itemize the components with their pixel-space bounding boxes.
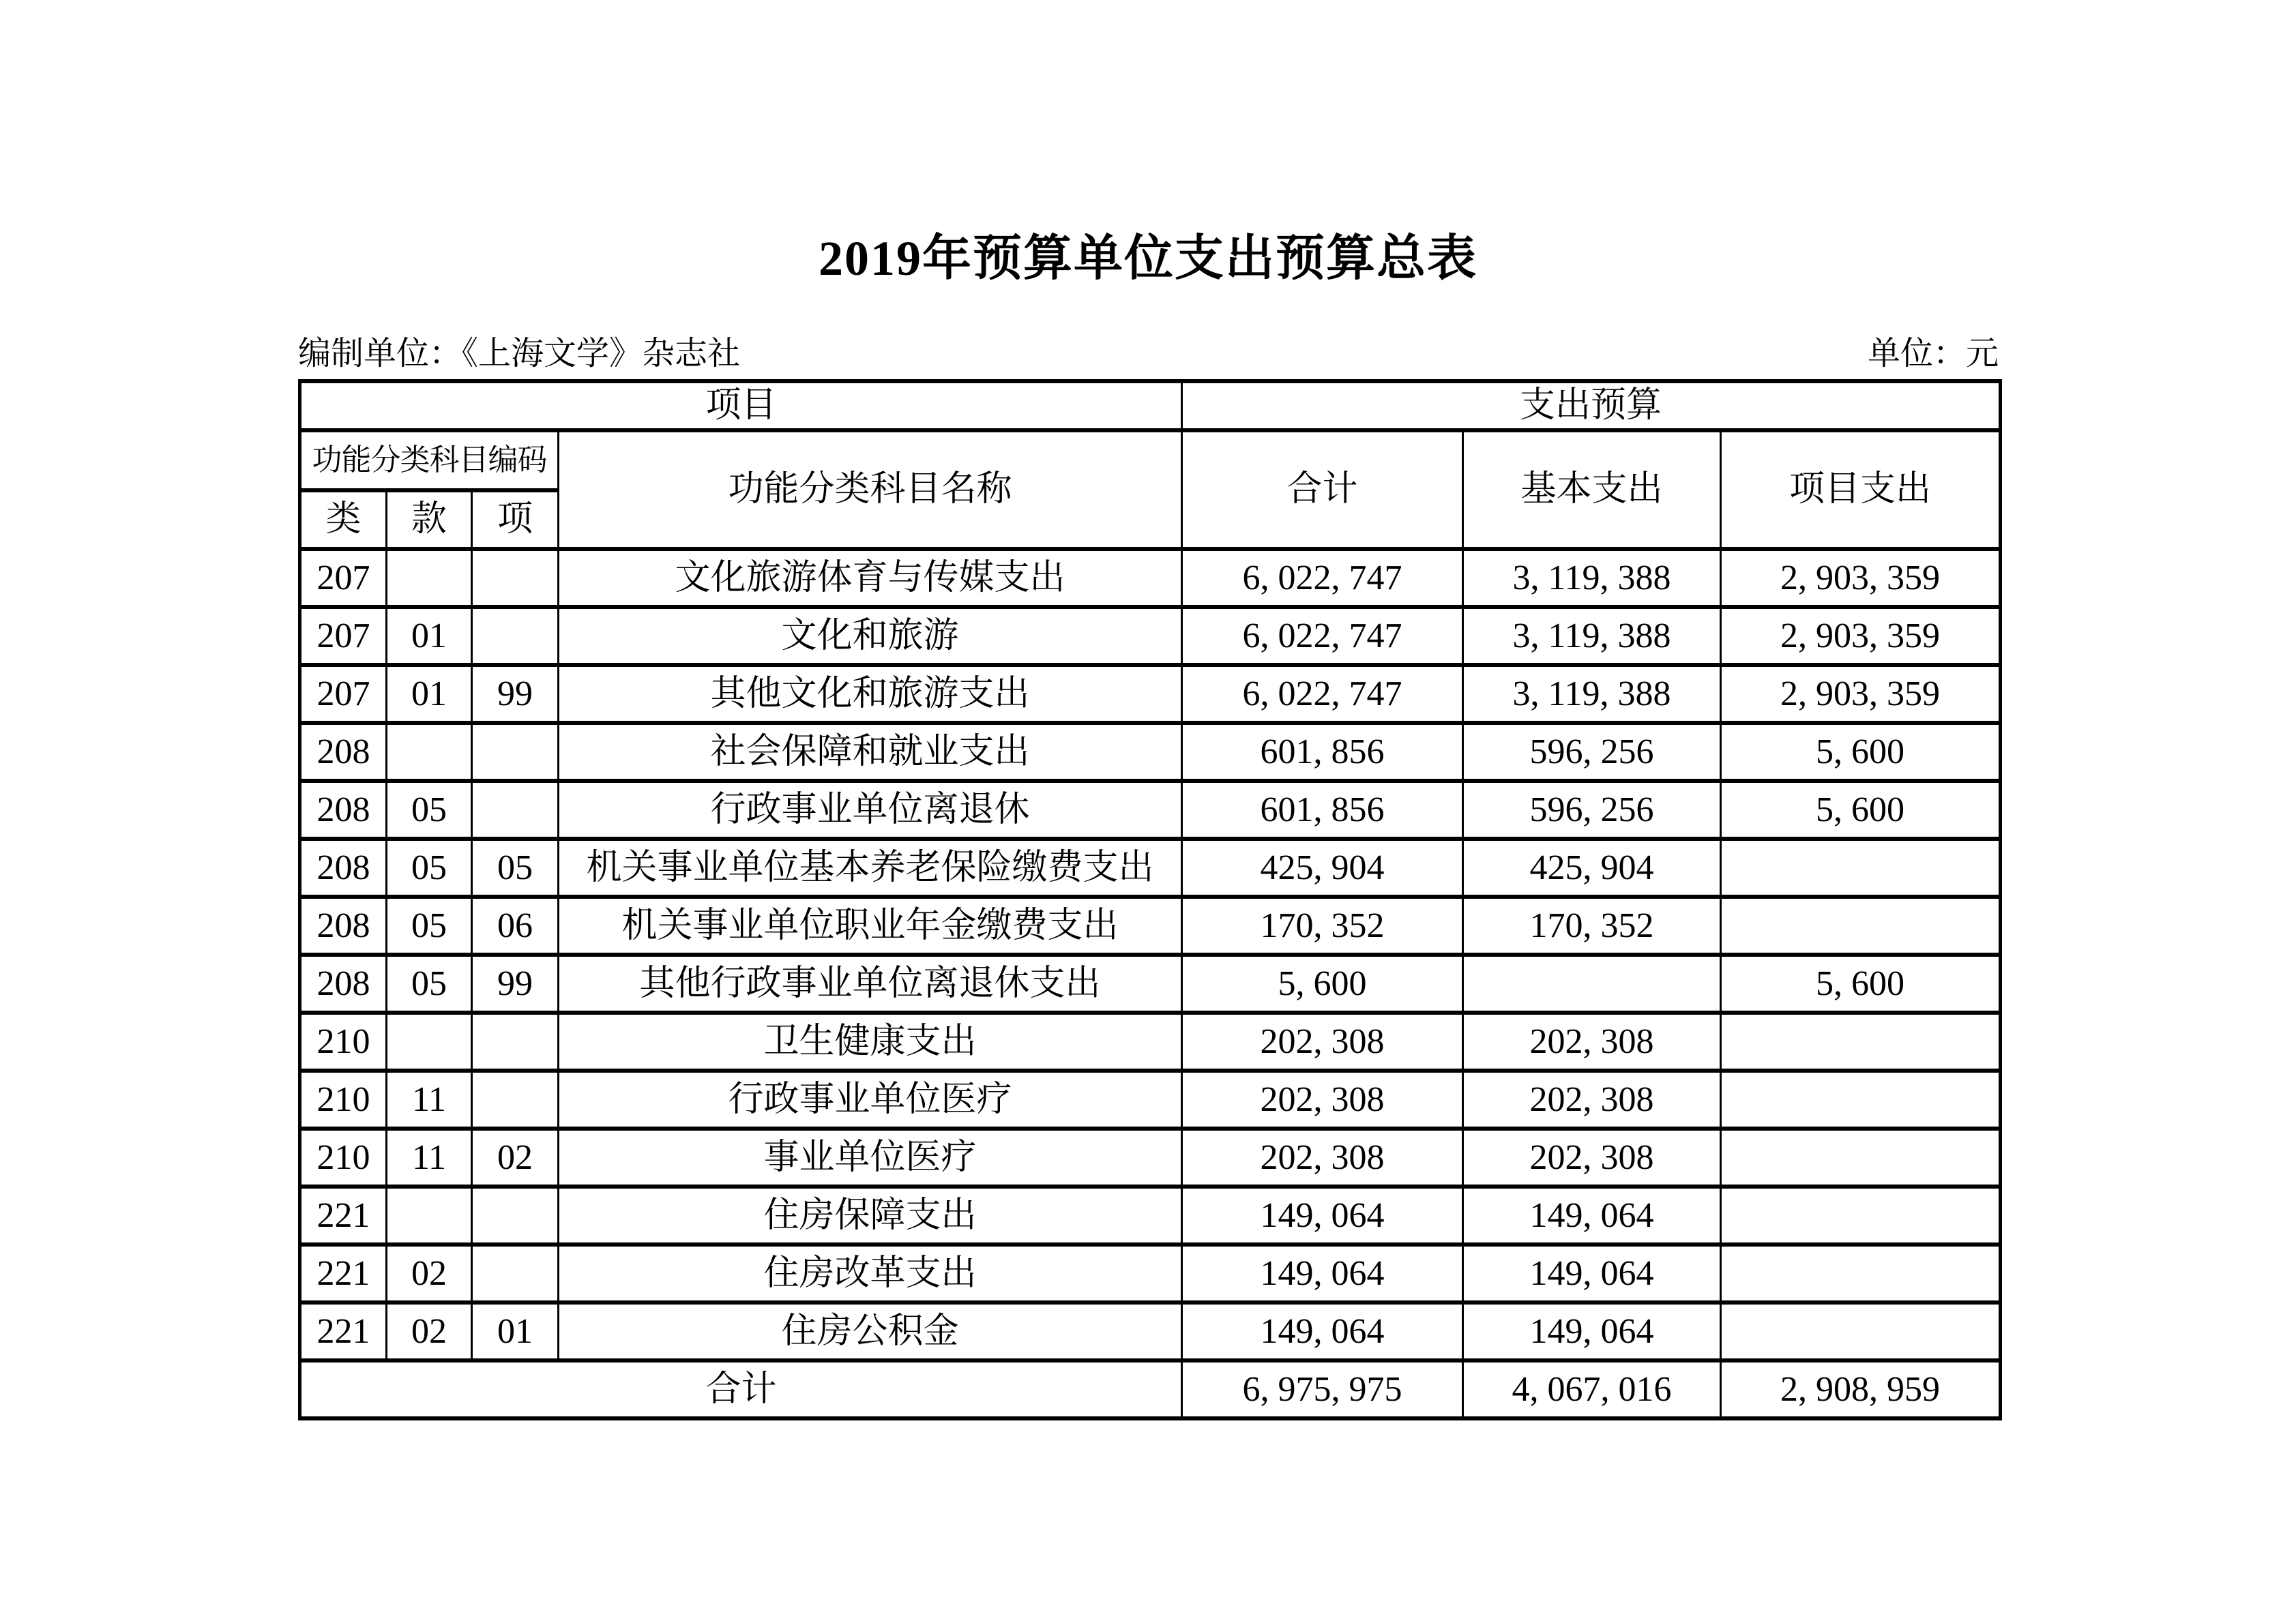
cell-basic: 202, 308: [1463, 1013, 1721, 1071]
cell-project: 5, 600: [1721, 955, 2001, 1013]
cell-basic: 3, 119, 388: [1463, 549, 1721, 607]
cell-basic: 3, 119, 388: [1463, 607, 1721, 665]
cell-code-class: 208: [300, 897, 387, 955]
cell-code-class: 208: [300, 781, 387, 839]
table-row: [300, 1071, 2001, 1129]
total-row-sum: 6, 975, 975: [1182, 1360, 1463, 1418]
cell-subject-name: 卫生健康支出: [559, 1013, 1182, 1071]
cell-subject-name: 行政事业单位医疗: [559, 1071, 1182, 1129]
cell-code-section: [387, 1013, 472, 1071]
cell-code-section: 11: [387, 1129, 472, 1187]
page-title: 2019年预算单位支出预算总表: [818, 231, 1477, 286]
cell-code-item: [472, 1071, 559, 1129]
cell-code-class: 210: [300, 1071, 387, 1129]
cell-code-section: 05: [387, 897, 472, 955]
header-project-expense: 项目支出: [1721, 430, 2001, 549]
cell-project: [1721, 1013, 2001, 1071]
cell-code-section: 05: [387, 955, 472, 1013]
cell-project: [1721, 1302, 2001, 1360]
cell-total: 149, 064: [1182, 1302, 1463, 1360]
cell-total: 202, 308: [1182, 1129, 1463, 1187]
cell-total: 601, 856: [1182, 723, 1463, 781]
cell-code-item: [472, 1245, 559, 1302]
cell-project: [1721, 1071, 2001, 1129]
cell-project: 2, 903, 359: [1721, 607, 2001, 665]
table-row: [300, 897, 2001, 955]
cell-basic: 170, 352: [1463, 897, 1721, 955]
cell-basic: 202, 308: [1463, 1129, 1721, 1187]
cell-project: 5, 600: [1721, 781, 2001, 839]
cell-subject-name: 文化和旅游: [559, 607, 1182, 665]
cell-code-item: 06: [472, 897, 559, 955]
cell-project: [1721, 1129, 2001, 1187]
cell-code-item: 02: [472, 1129, 559, 1187]
cell-code-section: [387, 723, 472, 781]
cell-total: 6, 022, 747: [1182, 665, 1463, 723]
cell-code-item: 01: [472, 1302, 559, 1360]
cell-code-item: [472, 549, 559, 607]
table-row: [300, 549, 2001, 607]
cell-code-class: 208: [300, 955, 387, 1013]
cell-project: [1721, 1187, 2001, 1245]
total-row: [300, 1360, 2001, 1418]
cell-project: [1721, 839, 2001, 897]
cell-basic: 149, 064: [1463, 1187, 1721, 1245]
cell-code-section: [387, 1187, 472, 1245]
cell-basic: 596, 256: [1463, 723, 1721, 781]
header-basic-expense: 基本支出: [1463, 430, 1721, 549]
cell-subject-name: 住房保障支出: [559, 1187, 1182, 1245]
header-row-main: [300, 430, 2001, 490]
table-row: [300, 665, 2001, 723]
table-row: [300, 607, 2001, 665]
cell-code-item: 05: [472, 839, 559, 897]
cell-total: 149, 064: [1182, 1245, 1463, 1302]
cell-project: [1721, 1245, 2001, 1302]
cell-code-item: [472, 723, 559, 781]
cell-code-class: 208: [300, 839, 387, 897]
cell-total: 149, 064: [1182, 1187, 1463, 1245]
header-row-groups: [300, 381, 2001, 430]
cell-code-item: [472, 1013, 559, 1071]
cell-project: 2, 903, 359: [1721, 549, 2001, 607]
cell-code-section: 01: [387, 665, 472, 723]
table-row: [300, 1302, 2001, 1360]
cell-code-class: 207: [300, 665, 387, 723]
header-code-section: 款: [387, 490, 472, 549]
cell-code-class: 207: [300, 607, 387, 665]
header-subject-name: 功能分类科目名称: [559, 430, 1182, 549]
cell-code-class: 221: [300, 1245, 387, 1302]
header-code-item: 项: [472, 490, 559, 549]
table-row: [300, 1129, 2001, 1187]
cell-code-class: 207: [300, 549, 387, 607]
cell-code-section: 02: [387, 1302, 472, 1360]
cell-code-class: 208: [300, 723, 387, 781]
cell-subject-name: 机关事业单位基本养老保险缴费支出: [559, 839, 1182, 897]
cell-total: 601, 856: [1182, 781, 1463, 839]
cell-code-section: 05: [387, 839, 472, 897]
compiling-unit-label: 编制单位：《上海文学》杂志社: [298, 336, 741, 372]
cell-subject-name: 机关事业单位职业年金缴费支出: [559, 897, 1182, 955]
header-project-group: 项目: [300, 381, 1182, 430]
table-row: [300, 781, 2001, 839]
cell-basic: 425, 904: [1463, 839, 1721, 897]
cell-project: 2, 903, 359: [1721, 665, 2001, 723]
total-row-project: 2, 908, 959: [1721, 1360, 2001, 1418]
cell-total: 202, 308: [1182, 1013, 1463, 1071]
header-code-group: 功能分类科目编码: [300, 430, 559, 490]
table-row: [300, 723, 2001, 781]
cell-project: 5, 600: [1721, 723, 2001, 781]
cell-subject-name: 行政事业单位离退休: [559, 781, 1182, 839]
cell-basic: 596, 256: [1463, 781, 1721, 839]
cell-code-section: 02: [387, 1245, 472, 1302]
cell-code-item: 99: [472, 665, 559, 723]
header-budget-group: 支出预算: [1182, 381, 2001, 430]
table-row: [300, 1245, 2001, 1302]
table-row: [300, 839, 2001, 897]
cell-total: 6, 022, 747: [1182, 607, 1463, 665]
cell-basic: 202, 308: [1463, 1071, 1721, 1129]
cell-total: 170, 352: [1182, 897, 1463, 955]
cell-code-class: 221: [300, 1187, 387, 1245]
cell-subject-name: 住房公积金: [559, 1302, 1182, 1360]
cell-subject-name: 其他文化和旅游支出: [559, 665, 1182, 723]
meta-row: [298, 334, 1999, 374]
cell-code-class: 221: [300, 1302, 387, 1360]
cell-code-section: [387, 549, 472, 607]
cell-code-section: 05: [387, 781, 472, 839]
header-total: 合计: [1182, 430, 1463, 549]
cell-subject-name: 其他行政事业单位离退休支出: [559, 955, 1182, 1013]
cell-code-item: 99: [472, 955, 559, 1013]
table-row: [300, 1187, 2001, 1245]
table-row: [300, 955, 2001, 1013]
cell-code-class: 210: [300, 1013, 387, 1071]
cell-code-section: 11: [387, 1071, 472, 1129]
cell-project: [1721, 897, 2001, 955]
cell-total: 202, 308: [1182, 1071, 1463, 1129]
cell-code-item: [472, 607, 559, 665]
cell-total: 6, 022, 747: [1182, 549, 1463, 607]
header-code-class: 类: [300, 490, 387, 549]
cell-basic: [1463, 955, 1721, 1013]
cell-basic: 149, 064: [1463, 1302, 1721, 1360]
cell-code-section: 01: [387, 607, 472, 665]
budget-table: [298, 379, 2002, 1420]
cell-subject-name: 文化旅游体育与传媒支出: [559, 549, 1182, 607]
total-row-basic: 4, 067, 016: [1463, 1360, 1721, 1418]
cell-code-item: [472, 781, 559, 839]
cell-subject-name: 社会保障和就业支出: [559, 723, 1182, 781]
currency-unit-label: 单位：元: [1867, 336, 1999, 372]
table-row: [300, 1013, 2001, 1071]
cell-subject-name: 住房改革支出: [559, 1245, 1182, 1302]
cell-total: 425, 904: [1182, 839, 1463, 897]
cell-basic: 149, 064: [1463, 1245, 1721, 1302]
cell-total: 5, 600: [1182, 955, 1463, 1013]
cell-basic: 3, 119, 388: [1463, 665, 1721, 723]
cell-code-class: 210: [300, 1129, 387, 1187]
total-row-label: 合计: [300, 1360, 1182, 1418]
cell-code-item: [472, 1187, 559, 1245]
cell-subject-name: 事业单位医疗: [559, 1129, 1182, 1187]
